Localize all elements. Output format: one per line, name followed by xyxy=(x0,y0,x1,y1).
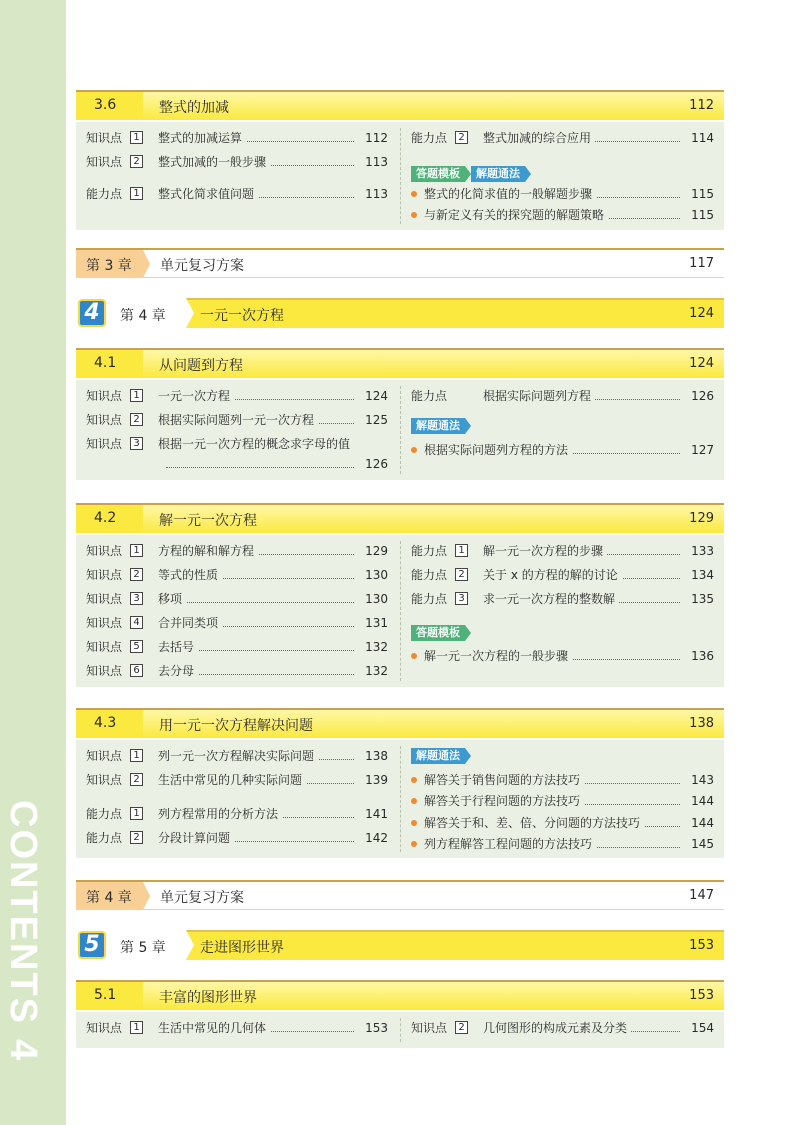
chapter-page: 153 xyxy=(689,938,714,953)
entry-page: 143 xyxy=(687,770,714,790)
column-divider xyxy=(400,1018,401,1042)
entry-page: 134 xyxy=(687,565,714,585)
bullet-dot xyxy=(411,820,417,826)
entry-page: 132 xyxy=(361,661,388,681)
entry-title: 根据一元一次方程的概念求字母的值 xyxy=(158,434,354,454)
entry-index-box: 2 xyxy=(130,413,143,426)
method-tag: 解题通法 xyxy=(411,418,465,434)
entry-title: 整式加减的一般步骤 xyxy=(158,152,270,172)
toc-bullet-entry[interactable] xyxy=(411,205,714,225)
entry-page: 138 xyxy=(361,746,388,766)
entry-index-box: 2 xyxy=(455,131,468,144)
entry-index-box: 2 xyxy=(455,568,468,581)
entry-kind: 能力点 xyxy=(86,187,123,201)
section-panel-4-1 xyxy=(76,380,724,480)
entry-page: 133 xyxy=(687,541,714,561)
section-panel-4-3 xyxy=(76,740,724,858)
review-page: 117 xyxy=(689,256,714,271)
template-tag: 答题模板 xyxy=(411,166,465,182)
entry-page: 141 xyxy=(361,804,388,824)
bullet-dot xyxy=(411,447,417,453)
entry-page: 144 xyxy=(687,791,714,811)
method-tags xyxy=(411,162,531,178)
chapter-title: 走进图形世界 xyxy=(200,940,284,956)
entry-kind: 能力点 xyxy=(411,592,448,606)
toc-bullet-entry[interactable] xyxy=(411,184,714,204)
section-panel-5-1 xyxy=(76,1012,724,1048)
entry-index-box: 1 xyxy=(130,544,143,557)
entry-page: 135 xyxy=(687,589,714,609)
entry-kind: 能力点 xyxy=(411,544,448,558)
entry-page: 124 xyxy=(361,386,388,406)
toc-entry[interactable] xyxy=(86,386,388,406)
entry-kind: 知识点 xyxy=(86,664,123,678)
section-title: 整式的加减 xyxy=(159,100,229,116)
entry-title: 移项 xyxy=(158,589,186,609)
section-number: 4.3 xyxy=(94,715,117,731)
entry-page: 153 xyxy=(361,1018,388,1038)
entry-title: 列方程解答工程问题的方法技巧 xyxy=(424,834,596,854)
entry-title: 几何图形的构成元素及分类 xyxy=(483,1018,631,1038)
entry-index-box: 2 xyxy=(130,155,143,168)
entry-index-box: 1 xyxy=(130,749,143,762)
toc-entry[interactable] xyxy=(411,541,714,561)
entry-title: 生活中常见的几何体 xyxy=(158,1018,270,1038)
entry-index-box: 1 xyxy=(130,187,143,200)
review-title: 单元复习方案 xyxy=(160,890,244,906)
column-divider xyxy=(400,128,401,224)
toc-entry[interactable] xyxy=(86,1018,388,1038)
entry-page: 136 xyxy=(687,646,714,666)
entry-title: 分段计算问题 xyxy=(158,828,234,848)
chapter-review-4[interactable] xyxy=(76,880,724,910)
entry-kind: 知识点 xyxy=(86,640,123,654)
toc-entry[interactable] xyxy=(86,128,388,148)
entry-title: 方程的解和解方程 xyxy=(158,541,258,561)
entry-page: 125 xyxy=(361,410,388,430)
dot-leader xyxy=(158,602,354,603)
entry-title: 解一元一次方程的步骤 xyxy=(483,541,607,561)
entry-kind: 能力点 xyxy=(86,807,123,821)
entry-title: 整式化简求值问题 xyxy=(158,184,258,204)
entry-page: 145 xyxy=(687,834,714,854)
section-header-4-3[interactable] xyxy=(76,708,724,738)
entry-kind: 知识点 xyxy=(86,1021,123,1035)
toc-entry[interactable] xyxy=(86,746,388,766)
section-header-5-1[interactable] xyxy=(76,980,724,1010)
toc-entry[interactable] xyxy=(86,152,388,172)
entry-page: 132 xyxy=(361,637,388,657)
toc-entry[interactable] xyxy=(86,613,388,633)
entry-page: 126 xyxy=(361,454,388,474)
entry-page: 112 xyxy=(361,128,388,148)
review-chapter-number: 第 3 章 xyxy=(86,258,132,274)
section-page: 153 xyxy=(689,988,714,1003)
chapter-number-icon: 5 xyxy=(78,931,106,959)
toc-entry[interactable] xyxy=(86,541,388,561)
section-page: 138 xyxy=(689,716,714,731)
entry-index-box: 2 xyxy=(130,773,143,786)
chapter-number: 第 5 章 xyxy=(120,940,166,956)
chapter-header-5[interactable] xyxy=(76,930,724,960)
entry-page: 130 xyxy=(361,589,388,609)
bullet-dot xyxy=(411,798,417,804)
entry-index-box: 5 xyxy=(130,640,143,653)
contents-word: CONTENTS xyxy=(2,800,44,1025)
review-page: 147 xyxy=(689,888,714,903)
entry-title: 解答关于销售问题的方法技巧 xyxy=(424,770,584,790)
chapter-number-icon: 4 xyxy=(78,299,106,327)
entry-index-box: 1 xyxy=(455,544,468,557)
entry-kind: 知识点 xyxy=(86,749,123,763)
column-divider xyxy=(400,541,401,681)
entry-kind: 知识点 xyxy=(86,389,123,403)
section-panel-4-2 xyxy=(76,535,724,687)
entry-title: 与新定义有关的探究题的解题策略 xyxy=(424,205,608,225)
section-title: 从问题到方程 xyxy=(159,358,243,374)
entry-title: 列一元一次方程解决实际问题 xyxy=(158,746,318,766)
entry-title: 解答关于和、差、倍、分问题的方法技巧 xyxy=(424,813,644,833)
entry-kind: 知识点 xyxy=(86,131,123,145)
section-number: 4.2 xyxy=(94,510,117,526)
entry-page: 144 xyxy=(687,813,714,833)
column-divider xyxy=(400,746,401,852)
entry-index-box: 3 xyxy=(130,437,143,450)
toc-entry[interactable] xyxy=(86,434,388,474)
chapter-header-4[interactable] xyxy=(76,298,724,328)
entry-index-box: 2 xyxy=(130,568,143,581)
review-title: 单元复习方案 xyxy=(160,258,244,274)
bullet-dot xyxy=(411,191,417,197)
entry-page: 130 xyxy=(361,565,388,585)
toc-entry[interactable] xyxy=(86,184,388,204)
entry-title: 去分母 xyxy=(158,661,198,681)
entry-kind: 知识点 xyxy=(86,437,123,451)
entry-title: 合并同类项 xyxy=(158,613,222,633)
section-header-3-6[interactable] xyxy=(76,90,724,120)
entry-title: 关于 x 的方程的解的讨论 xyxy=(483,565,622,585)
entry-title: 解一元一次方程的一般步骤 xyxy=(424,646,572,666)
bullet-dot xyxy=(411,653,417,659)
entry-title: 根据实际问题列方程的方法 xyxy=(424,440,572,460)
section-panel-3-6 xyxy=(76,122,724,230)
entry-index-box: 2 xyxy=(455,1021,468,1034)
entry-index-box: 6 xyxy=(130,664,143,677)
entry-kind: 能力点 xyxy=(411,131,448,145)
entry-index-box: 3 xyxy=(130,592,143,605)
entry-kind: 能力点 xyxy=(86,831,123,845)
section-page: 124 xyxy=(689,356,714,371)
entry-kind: 知识点 xyxy=(86,773,123,787)
entry-index-box: 1 xyxy=(130,131,143,144)
dot-leader xyxy=(166,467,354,468)
entry-page: 115 xyxy=(687,205,714,225)
bullet-dot xyxy=(411,841,417,847)
side-page-number: 4 xyxy=(2,1039,44,1063)
toc-entry[interactable] xyxy=(86,804,388,824)
entry-title: 等式的性质 xyxy=(158,565,222,585)
column-divider xyxy=(400,386,401,474)
entry-page: 142 xyxy=(361,828,388,848)
entry-title: 列方程常用的分析方法 xyxy=(158,804,282,824)
toc-bullet-entry[interactable] xyxy=(411,646,714,666)
section-title: 丰富的图形世界 xyxy=(159,990,257,1006)
toc-entry[interactable] xyxy=(411,128,714,148)
chapter-number: 第 4 章 xyxy=(120,308,166,324)
toc-bullet-entry[interactable] xyxy=(411,770,714,790)
toc-entry[interactable] xyxy=(411,565,714,585)
entry-title: 生活中常见的几种实际问题 xyxy=(158,770,306,790)
toc-entry[interactable] xyxy=(86,828,388,848)
chapter-review-3[interactable] xyxy=(76,248,724,278)
section-number: 4.1 xyxy=(94,355,117,371)
entry-kind: 知识点 xyxy=(86,616,123,630)
toc-entry[interactable] xyxy=(411,589,714,609)
toc-entry[interactable] xyxy=(86,770,388,790)
method-tag: 解题通法 xyxy=(411,748,465,764)
entry-kind: 能力点 xyxy=(411,568,448,582)
entry-kind: 知识点 xyxy=(86,155,123,169)
toc-entry[interactable] xyxy=(86,410,388,430)
entry-page: 154 xyxy=(687,1018,714,1038)
entry-title: 根据实际问题列方程 xyxy=(483,386,595,406)
section-title: 解一元一次方程 xyxy=(159,513,257,529)
chapter-title: 一元一次方程 xyxy=(200,308,284,324)
contents-vertical-label xyxy=(1,800,44,1062)
entry-index-box: 3 xyxy=(455,592,468,605)
entry-page: 127 xyxy=(687,440,714,460)
template-tag: 答题模板 xyxy=(411,625,465,641)
bullet-dot xyxy=(411,212,417,218)
entry-kind: 能力点 xyxy=(411,389,448,403)
toc-bullet-entry[interactable] xyxy=(411,791,714,811)
entry-page: 113 xyxy=(361,152,388,172)
entry-page: 113 xyxy=(361,184,388,204)
entry-title: 根据实际问题列一元一次方程 xyxy=(158,410,318,430)
entry-index-box: 1 xyxy=(130,807,143,820)
toc-entry[interactable] xyxy=(86,637,388,657)
entry-page: 129 xyxy=(361,541,388,561)
section-number: 3.6 xyxy=(94,97,117,113)
section-title: 用一元一次方程解决问题 xyxy=(159,718,313,734)
entry-kind: 知识点 xyxy=(86,413,123,427)
section-page: 129 xyxy=(689,511,714,526)
entry-title: 去括号 xyxy=(158,637,198,657)
section-page: 112 xyxy=(689,98,714,113)
toc-bullet-entry[interactable] xyxy=(411,834,714,854)
entry-index-box: 2 xyxy=(130,831,143,844)
toc-entry[interactable] xyxy=(86,661,388,681)
entry-title: 一元一次方程 xyxy=(158,386,234,406)
entry-kind: 知识点 xyxy=(86,592,123,606)
entry-page: 139 xyxy=(361,770,388,790)
entry-kind: 知识点 xyxy=(86,568,123,582)
entry-page: 126 xyxy=(687,386,714,406)
bullet-dot xyxy=(411,777,417,783)
entry-page: 115 xyxy=(687,184,714,204)
toc-bullet-entry[interactable] xyxy=(411,440,714,460)
review-chapter-number: 第 4 章 xyxy=(86,890,132,906)
entry-index-box: 1 xyxy=(130,1021,143,1034)
entry-title: 整式的化简求值的一般解题步骤 xyxy=(424,184,596,204)
entry-page: 131 xyxy=(361,613,388,633)
chapter-page: 124 xyxy=(689,306,714,321)
entry-index-box: 4 xyxy=(130,616,143,629)
entry-title: 求一元一次方程的整数解 xyxy=(483,589,619,609)
entry-kind: 知识点 xyxy=(86,544,123,558)
section-header-4-2[interactable] xyxy=(76,503,724,533)
entry-page: 114 xyxy=(687,128,714,148)
toc-entry[interactable] xyxy=(411,386,714,406)
entry-title: 解答关于行程问题的方法技巧 xyxy=(424,791,584,811)
toc-entry[interactable] xyxy=(411,1018,714,1038)
entry-index-box: 1 xyxy=(130,389,143,402)
entry-title: 整式的加减运算 xyxy=(158,128,246,148)
toc-entry[interactable] xyxy=(86,565,388,585)
entry-title: 整式加减的综合应用 xyxy=(483,128,595,148)
toc-entry[interactable] xyxy=(86,589,388,609)
section-header-4-1[interactable] xyxy=(76,348,724,378)
section-number: 5.1 xyxy=(94,987,117,1003)
method-tag: 解题通法 xyxy=(471,166,525,182)
entry-kind: 知识点 xyxy=(411,1021,448,1035)
toc-bullet-entry[interactable] xyxy=(411,813,714,833)
